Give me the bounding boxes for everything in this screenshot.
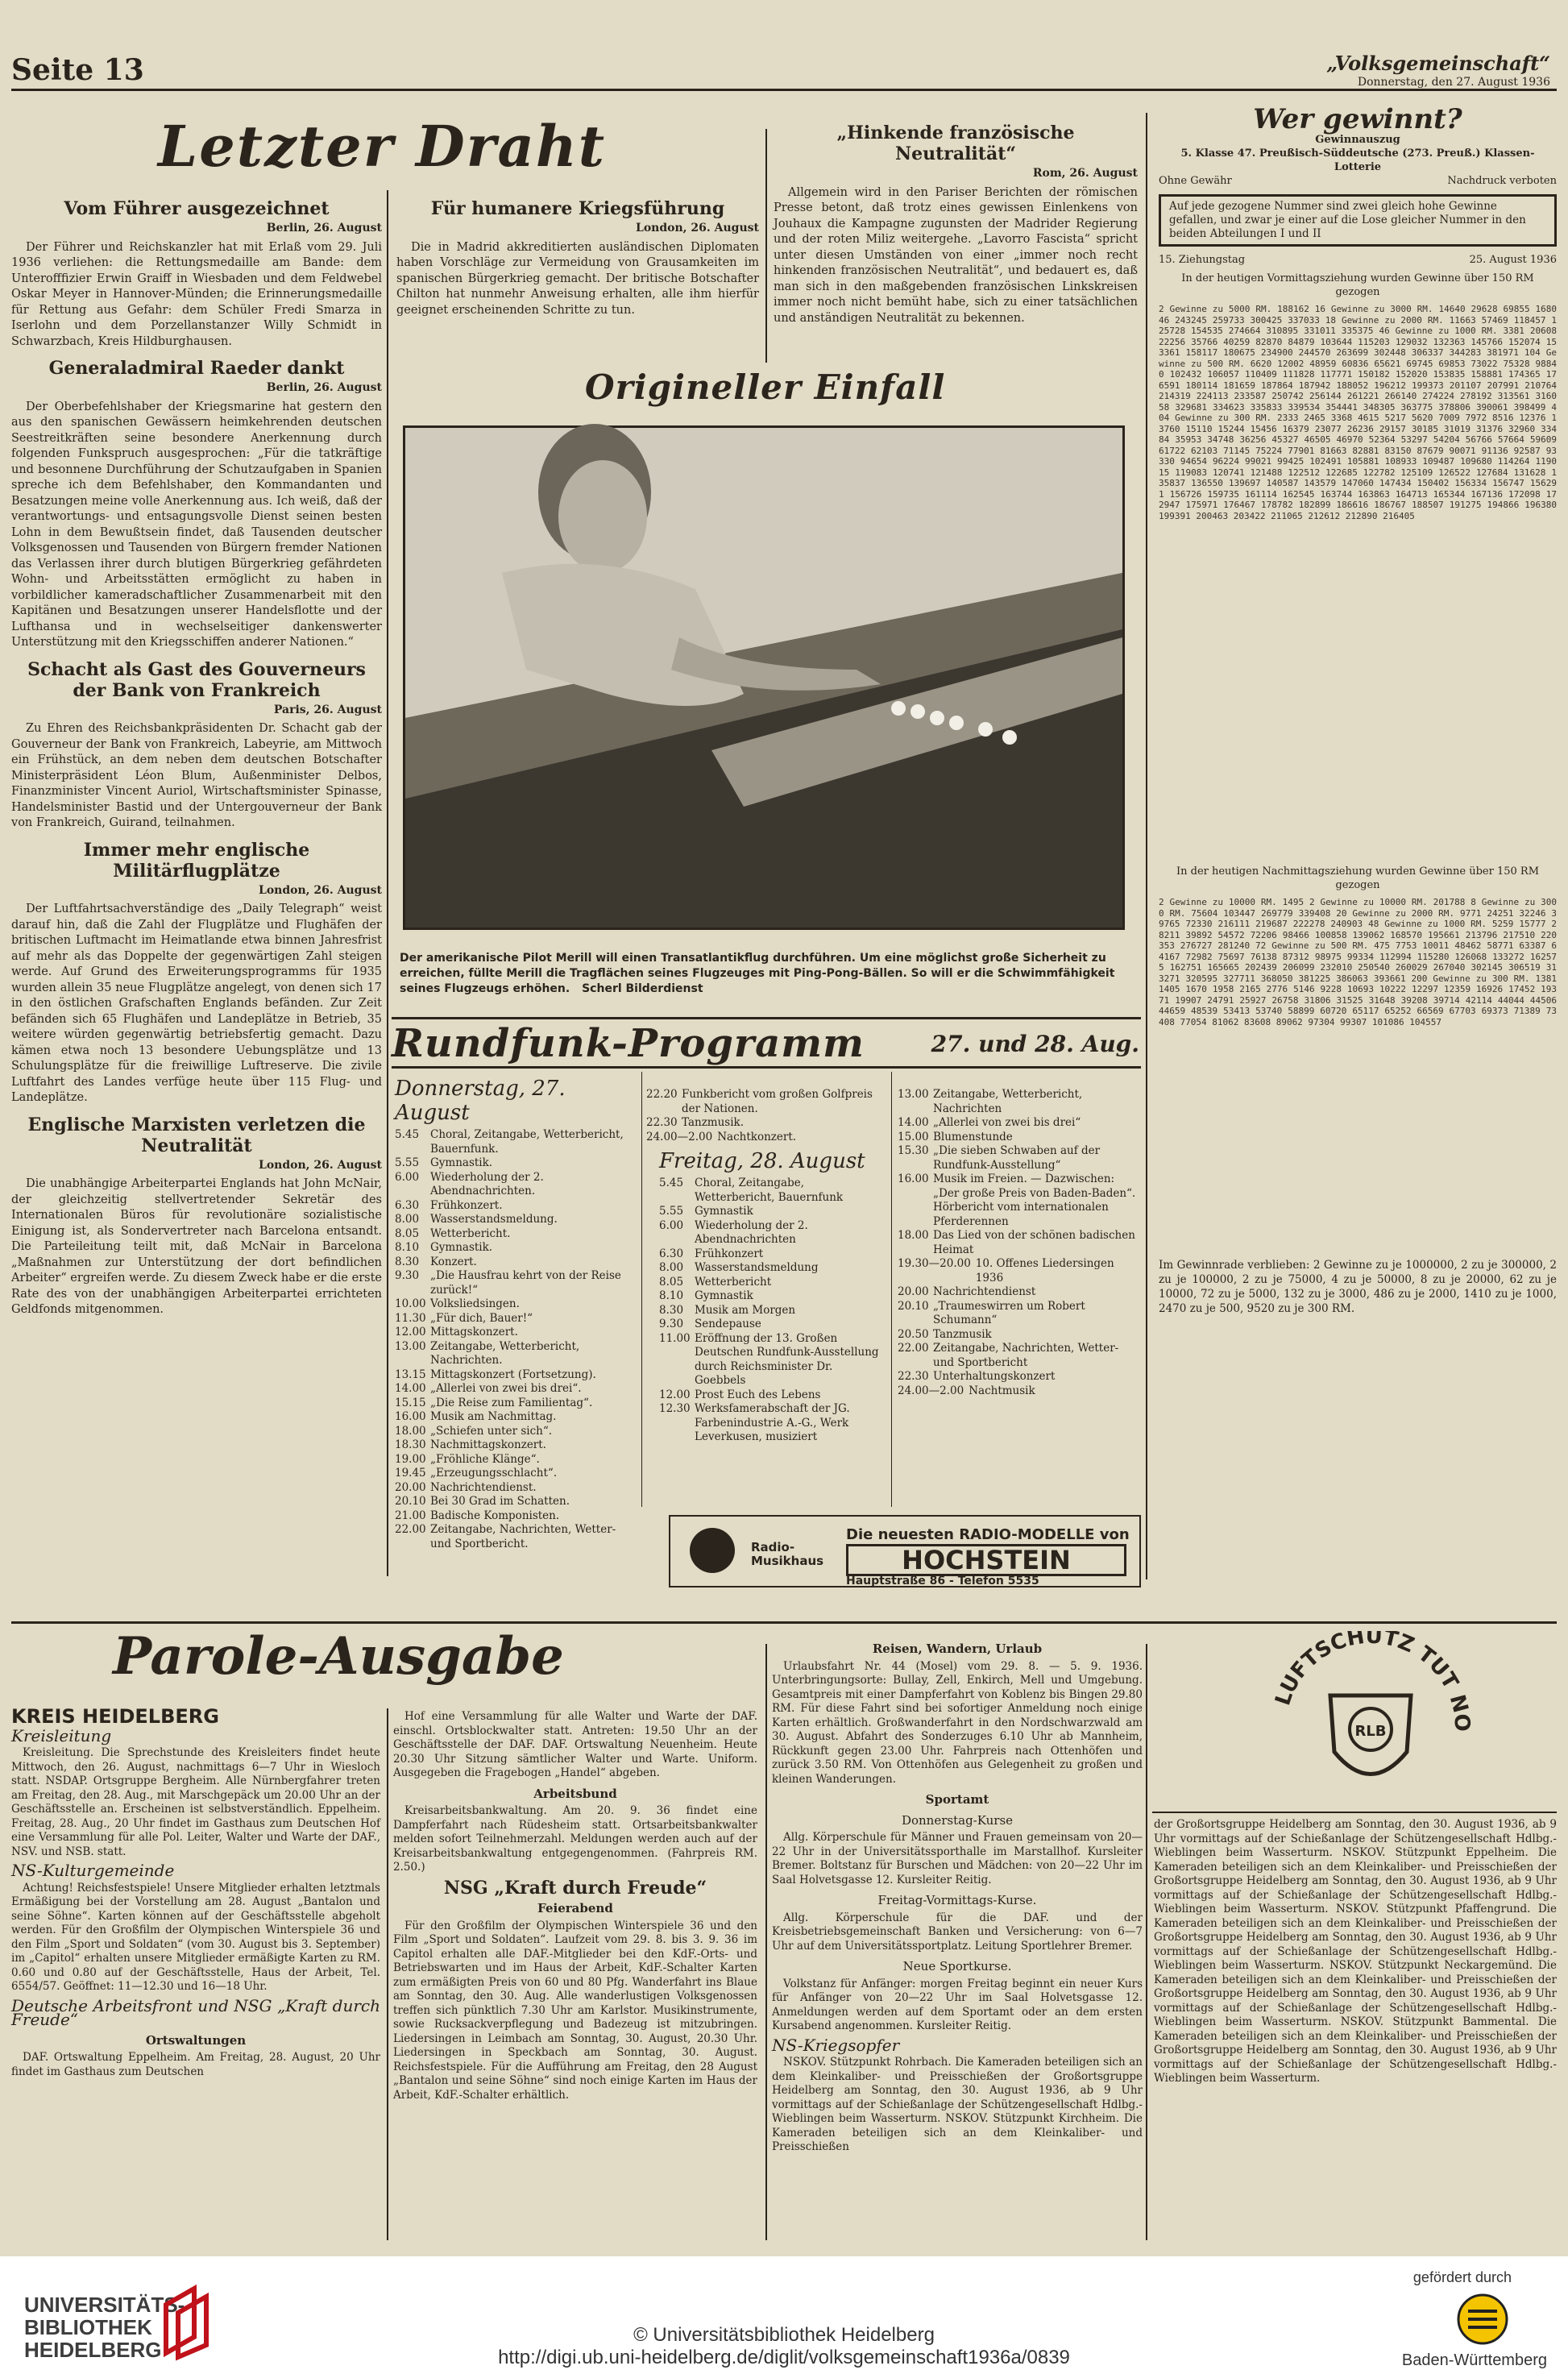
- program-title: Wiederholung der 2. Abendnachrichten.: [430, 1170, 544, 1197]
- day-title: Donnerstag, 27. August: [395, 1077, 566, 1125]
- article-text: Der Führer und Reichskanzler hat mit Erlaß vom 29. Juli 1936 verliehen: die Rettungsmedaille am Bande: dem Unterofffizier Erwin Graiff in Wiesbaden und dem Feldwebel Oskar Meyer in Hannover-Münden; die Erinnerungsmedaille für Rettung aus Gefahr: dem Schüler Fredi Smarza in Iserlohn und dem Porzellanstanzer Willy Schmidt in Schwarzbach, Kreis Hildburghausen.: [11, 240, 382, 348]
- article: [11, 358, 382, 651]
- program-entry: [395, 1312, 638, 1326]
- program-time: 11.30: [395, 1311, 426, 1325]
- neue-kurse-text: Volkstanz für Anfänger: morgen Freitag beginnt ein neuer Kurs für Anfänger von 20—22 Uhr im Saal Holvetsgasse 12. Anmeldungen werden auf dem Sportamt oder an dem ersten Kursabend angenommen. Kursleiter Reitig.: [772, 1977, 1143, 2032]
- program-title: Wetterbericht: [695, 1275, 772, 1289]
- kdf-text: Für den Großfilm der Olympischen Winterspiele 36 und den Film „Sport und Soldaten“. Laufzeit vom 29. 8. bis 3. 9. 36 im Capitol erhalten alle DAF.-Mitglieder bei den KdF.-Orts- und Betriebswarten und im Haus der Arbeit, KdF.-Schalter Karten zum ermäßigten Preis von 60 und 80 Pfg. Wanderfahrt ins Blaue am Sonntag, den 30. Aug. Alle wanderlustigen Volksgenossen treffen sich pünktlich 7.30 Uhr am Karlstor. Musikinstrumente, sowie Rucksackverpflegung und Badezeug ist mitzubringen. Liedersingen in Leimbach am Sonntag, 30. August, 20.30 Uhr. Liedersingen in Speckbach am Sonntag, 30. August. Reichsfestspiele. Für die Aufführung am Freitag, den 28 August „Bantalon und seine Söhne“ sind noch einige Karten im Haus der Arbeit, KdF.-Schalter erhältlich.: [393, 1919, 757, 2102]
- program-title: Choral, Zeitangabe, Wetterbericht, Bauernfunk.: [430, 1128, 624, 1156]
- radio-program-title: [392, 1017, 1141, 1069]
- program-title: Das Lied von der schönen badischen Heimat: [933, 1229, 1135, 1256]
- page-header: [11, 53, 1557, 91]
- kriegsopfer-text-continued: der Großortsgruppe Heidelberg am Sonntag, den 30. August 1936, ab 9 Uhr vormittags auf der Schießanlage der Schützengesellschaft Hdlbg.-Wieblingen beim Wasserturm. NSKOV. Stützpunkt Eppelheim. Die Kameraden beteiligen sich an dem Kleinkaliber- und Preisschießen der Großortsgruppe Heidelberg am Sonntag, den 30. August 1936, ab 9 Uhr vormittags auf der Schießanlage der Schützengesellschaft Hdlbg.-Wieblingen beim Wasserturm. NSKOV. Stützpunkt Pfaffengrund. Die Kameraden beteiligen sich an dem Kleinkaliber- und Preisschießen der Großortsgruppe Heidelberg am Sonntag, den 30. August 1936, ab 9 Uhr vormittags auf der Schießanlage der Schützengesellschaft Hdlbg.-Wieblingen beim Wasserturm. NSKOV. Stützpunkt Neckargemünd. Die Kameraden beteiligen sich an dem Kleinkaliber- und Preisschießen der Großortsgruppe Heidelberg am Sonntag, den 30. August 1936, ab 9 Uhr vormittags auf der Schießanlage der Schützengesellschaft Hdlbg.-Wieblingen beim Wasserturm. NSKOV. Stützpunkt Bammental. Die Kameraden beteiligen sich an dem Kleinkaliber- und Preisschießen der Großortsgruppe Heidelberg am Sonntag, den 30. August 1936, ab 9 Uhr vormittags auf der Schießanlage der Schützengesellschaft Hdlbg.-Wieblingen beim Wasserturm.: [1154, 1818, 1557, 2085]
- program-time: 12.00: [659, 1388, 691, 1401]
- program-time: 14.00: [898, 1116, 929, 1129]
- source-url[interactable]: http://digi.ub.uni-heidelberg.de/diglit/volksgemeinschaft1936a/0839: [498, 2347, 1070, 2368]
- program-entry: [395, 1438, 638, 1453]
- program-rule: [641, 1072, 642, 1507]
- program-time: 13.00: [395, 1339, 426, 1353]
- lottery-subtitle: Gewinnauszug: [1315, 134, 1400, 146]
- photo-illustration: [405, 428, 1122, 928]
- program-entry: [395, 1495, 638, 1509]
- program-title: Frühkonzert: [695, 1247, 764, 1260]
- lottery-results: [1159, 103, 1557, 1316]
- dateline: Berlin, 26. August: [266, 381, 382, 394]
- sportamt-heading: Sportamt: [925, 1792, 989, 1807]
- remaining-prizes: Im Gewinnrade verblieben: 2 Gewinne zu je 1000000, 2 zu je 300000, 2 zu je 100000, 2 zu je 75000, 4 zu je 50000, 8 zu je 20000, 62 zu je 10000, 72 zu je 5000, 132 zu je 3000, 486 zu je 2000, 1410 zu je 1000, 2470 zu je 500, 9520 zu je 300 RM.: [1159, 1259, 1557, 1315]
- program-entry: [898, 1342, 1139, 1370]
- program-time: 24.00—2.00: [898, 1384, 964, 1397]
- dateline: London, 26. August: [635, 222, 759, 234]
- program-title: Frühkonzert.: [430, 1198, 503, 1212]
- program-time: 18.00: [898, 1229, 929, 1242]
- photo-credit: Scherl Bilderdienst: [582, 982, 703, 995]
- parole-column-4: [1154, 1818, 1557, 2245]
- program-time: 18.30: [395, 1438, 426, 1451]
- program-entry: [395, 1213, 638, 1227]
- ad-brand: HOCHSTEIN: [846, 1544, 1126, 1576]
- parole-column-1: [11, 1705, 380, 2245]
- article-text: Zu Ehren des Reichsbankpräsidenten Dr. Schacht gab der Gouverneur der Bank von Frankreich, Labeyrie, am Mittwoch ein Frühstück, an dem neben dem deutschen Botschafter Ministerpräsident Léon Blum, Außenminister Delbos, Finanzminister Vincent Auriol, Wirtschaftsminister Spinasse, Handelsminister Bastid und der Untergouverneur der Bank von Frankreich, Guirand, teilnahmen.: [11, 722, 382, 829]
- article-title: Englische Marxisten verletzen die Neutralität: [27, 1114, 366, 1156]
- program-time: 9.30: [659, 1318, 684, 1330]
- column-1: [11, 190, 382, 1621]
- program-title: Bei 30 Grad im Schatten.: [430, 1495, 570, 1508]
- program-time: 22.30: [646, 1116, 678, 1129]
- shield-icon: [1254, 1631, 1487, 1808]
- program-time: 14.00: [395, 1382, 426, 1395]
- section-rule: [11, 1621, 1557, 1624]
- program-entry: [898, 1328, 1139, 1343]
- no-guarantee: Ohne Gewähr: [1159, 175, 1232, 187]
- state-crest-icon: [1457, 2293, 1508, 2345]
- kreisleitung-text: Kreisleitung. Die Sprechstunde des Kreisleiters findet heute Mittwoch, den 26. August, nachmittags 6—7 Uhr in Wiesloch statt. NSDAP. Ortsgruppe Bergheim. Alle Nürnbergfahrer treten am Freitag, den 28. Aug., mit Marschgepäck um 20.00 Uhr an der Geschäftsstelle an. Erscheinen ist selbstverständlich. Eppelheim. Freitag, 28. Aug., 20 Uhr findet im Gasthaus zum Deutschen Hof eine Versammlung für alle Pol. Leiter, Walter und Warte der DAF., NSV. und NSB. statt.: [11, 1746, 380, 1858]
- column-rule: [1146, 113, 1147, 1579]
- program-time: 6.30: [395, 1198, 420, 1212]
- donnerstag-kurse-text: Allg. Körperschule für Männer und Frauen gemeinsam von 20—22 Uhr in der Universitätssporthalle im Marstallhof. Kursleiter Bremer. Boltstanz für Burschen und Mädchen: von 20—22 Uhr im Saal Holvetsgasse 12. Kursleiter Reitig.: [772, 1831, 1143, 1886]
- program-title: Zeitangabe, Wetterbericht, Nachrichten.: [430, 1339, 580, 1367]
- program-title: Nachtkonzert.: [717, 1130, 797, 1143]
- article-title: Immer mehr englische Militärflugplätze: [83, 839, 310, 882]
- ad-top-line: Die neuesten RADIO-MODELLE von: [846, 1526, 1130, 1543]
- luftschutz-emblem: [1254, 1631, 1487, 1808]
- program-title: Funkbericht vom großen Golfpreis der Nationen.: [682, 1088, 873, 1115]
- program-title: „Die Hausfrau kehrt von der Reise zurück!“: [430, 1269, 621, 1297]
- program-title: Nachrichtendienst: [933, 1285, 1036, 1298]
- article-text: Allgemein wird in den Pariser Berichten der römischen Presse betont, daß trotz eines gewissen Einlenkens von Jouhaux die Kampagne zugunsten der Madrider Regierung und der roten Miliz weitergehe. „Lavorro Fascista“ spricht unter diesen Umständen von einer „immer noch recht hinkenden französischen Neutralität“, und bedauert es, daß man sich in den maßgebenden französischen Linkskreisen immer noch nicht bemüht habe, sich zu einer tatsächlichen und anständigen Neutralität zu bekennen.: [774, 185, 1138, 325]
- funder: Baden-Württemberg: [1401, 2351, 1547, 2369]
- arbeitsbund-heading: Arbeitsbund: [533, 1786, 617, 1801]
- program-time: 24.00—2.00: [646, 1130, 713, 1143]
- article: [11, 198, 382, 350]
- program-entry: [659, 1388, 885, 1403]
- program-entry: [659, 1402, 885, 1445]
- program-title: Choral, Zeitangabe, Wetterbericht, Bauernfunk: [695, 1177, 844, 1204]
- daf-heading: Deutsche Arbeitsfront und NSG „Kraft durch Freude“: [11, 1995, 380, 2029]
- lottery-title: Wer gewinnt?: [1253, 103, 1462, 135]
- program-time: 12.00: [395, 1326, 426, 1338]
- lottery-name: 5. Klasse 47. Preußisch-Süddeutsche (273. Preuß.) Klassen-Lotterie: [1180, 147, 1535, 173]
- program-time: 16.00: [898, 1172, 929, 1185]
- program-title: Wiederholung der 2. Abendnachrichten: [695, 1218, 808, 1246]
- program-title: „Die Reise zum Familientag“.: [430, 1396, 593, 1409]
- program-time: 22.30: [898, 1370, 929, 1383]
- program-time: 20.10: [395, 1495, 426, 1508]
- program-entry: [395, 1156, 638, 1171]
- article-title: Vom Führer ausgezeichnet: [64, 198, 330, 219]
- program-entry: [646, 1131, 888, 1145]
- lottery-notes: [1159, 174, 1557, 188]
- program-title: „Traumeswirren um Robert Schumann“: [933, 1299, 1085, 1326]
- program-time: 19.45: [395, 1467, 426, 1480]
- program-title: Tanzmusik.: [682, 1116, 745, 1129]
- program-entry: [898, 1384, 1139, 1399]
- program-title: Wasserstandsmeldung: [695, 1261, 819, 1274]
- funded-by: gefördert durch: [1412, 2269, 1512, 2285]
- program-title: Zeitangabe, Nachrichten, Wetter- und Sportbericht.: [430, 1523, 616, 1550]
- program-entry: [659, 1205, 885, 1219]
- article-text: Der Luftfahrtsachverständige des „Daily Telegraph“ weist darauf hin, daß die Zahl der Flugplätze und Flughäfen der britischen Luftmacht im Heimatlande etwa binnen Jahresfrist auf mehr als das Doppelte der gegenwärtigen Zahl steigen werde. Auf Grund des Erweiterungsprogramms für 1935 wurden allein 35 neue Flugplätze angelegt, von denen sich 17 in den östlichen Grafschaften Englands befänden. Zur Zeit befänden sich 65 Flughäfen und Landeplätze in Betrieb, 35 weitere würden gegenwärtig betriebsfertig gemacht. Dazu kämen etwa noch 13 besondere Uebungsplätze und 13 Schulungsplätze für die freiwillige Luftreserve. Die zivile Luftfahrt des Landes verfüge heute über 115 Flug- und Landeplätze.: [11, 903, 382, 1104]
- reisen-text: Urlaubsfahrt Nr. 44 (Mosel) vom 29. 8. — 5. 9. 1936. Unterbringungsorte: Bullay, Zell, Enkirch, Mell und Umgebung. Gesamtpreis mit einer Dampferfahrt von Koblenz bis Bingen 29.80 RM. Für diese Fahrt sind bei sofortiger Anmeldung noch einige Karten erhältlich. Großwanderfahrt in den Nordschwarzwald am 30. August. Abfahrt des Sonderzuges 6.10 Uhr ab Mannheim, Rückkunft gegen 23.00 Uhr. Fahrpreis nach Ottenhöfen und zurück 3.50 RM. Von Ottenhöfen aus Gelegenheit zu großen und kleinen Wanderungen.: [772, 1659, 1143, 1786]
- afternoon-numbers: 2 Gewinne zu 10000 RM. 1495 2 Gewinne zu 10000 RM. 201788 8 Gewinne zu 3000 RM. 75604 103447 269779 339408 20 Gewinne zu 2000 RM. 9771 24251 32246 39765 72330 216111 219687 222278 240903 48 Gewinne zu 1000 RM. 5259 15777 28211 39892 54572 72206 98466 100858 139062 168570 195661 213796 217510 220353 276727 281240 72 Gewinne zu 500 RM. 475 7753 10011 48462 58771 63387 64167 72982 75697 76138 87312 98975 99334 112994 115280 126068 133272 162575 162751 165665 202439 206099 232010 250540 260029 267040 302145 306519 313271 320595 327711 368050 381225 386063 393661 200 Gewinne zu 300 RM. 1381 1405 1670 1958 2165 2776 5146 9228 10693 10222 12297 12359 16926 17452 19371 19907 24791 25927 26758 31806 31525 31648 39208 39714 42114 44044 44506 44659 48539 53413 53740 58899 60720 65117 65252 66569 67703 69373 71389 73408 77054 81062 83608 89062 97304 99307 101086 104557: [1159, 897, 1557, 1027]
- program-entry: [898, 1172, 1139, 1229]
- library-line-3: HEIDELBERG: [24, 2338, 162, 2362]
- issue-date: Donnerstag, den 27. August 1936: [1357, 76, 1550, 89]
- lottery-notice: Auf jede gezogene Nummer sind zwei gleich hohe Gewinne gefallen, und zwar je einer auf die Lose gleicher Nummer in den beiden Abteilungen I und II: [1159, 194, 1557, 247]
- program-entry: [659, 1332, 885, 1388]
- draw-info: [1159, 253, 1557, 267]
- parole-column-3: [772, 1642, 1143, 2245]
- program-entry: [395, 1227, 638, 1242]
- program-title: Konzert.: [430, 1255, 477, 1268]
- program-entry: [395, 1425, 638, 1439]
- program-entry: [659, 1318, 885, 1332]
- kreis-heading: KREIS HEIDELBERG: [11, 1705, 219, 1728]
- article-text: Die in Madrid akkreditierten ausländischen Diplomaten haben Vorschläge zur Vermeidung von Grausamkeiten im spanischen Bürgerkrieg gemacht. Der britische Botschafter Chilton hat nunmehr Anweisung erhalten, alle ihm hierfür geeignet erscheinenden Schritte zu tun.: [396, 240, 759, 317]
- program-entry: [395, 1453, 638, 1467]
- program-title: Sendepause: [695, 1318, 761, 1330]
- program-title: 10. Offenes Liedersingen 1936: [975, 1257, 1114, 1285]
- program-title: Gymnastik.: [430, 1241, 493, 1254]
- article-title: „Hinkende französische Neutralität“: [836, 122, 1075, 164]
- program-time: 5.45: [659, 1177, 684, 1189]
- article-title: Schacht als Gast des Gouverneurs der Bank von Frankreich: [27, 658, 366, 701]
- friday-program-continued: [898, 1088, 1139, 1507]
- column-rule: [1146, 1644, 1147, 2240]
- program-time: 22.00: [898, 1342, 929, 1355]
- program-entry: [659, 1247, 885, 1262]
- program-entry: [395, 1397, 638, 1411]
- program-title: Volksliedsingen.: [430, 1297, 520, 1310]
- masthead: „Volksgemeinschaft“: [1326, 52, 1550, 75]
- program-entry: [659, 1276, 885, 1290]
- program-time: 15.15: [395, 1396, 426, 1409]
- program-entry: [898, 1257, 1139, 1285]
- photo-caption: [400, 951, 1125, 997]
- program-entry: [395, 1171, 638, 1199]
- program-title: Prost Euch des Lebens: [695, 1388, 821, 1401]
- program-entry: [395, 1368, 638, 1383]
- program-time: 5.55: [659, 1205, 684, 1218]
- article: [11, 840, 382, 1106]
- article-text: Der Oberbefehlshaber der Kriegsmarine hat gestern den aus den spanischen Gewässern heimkehrenden deutschen Seestreitkräften seine besondere Anerkennung durch folgenden Funkspruch ausgesprochen: „Für die tatkräftige und besonnene Durchführung der Schutzaufgaben in Spanien spreche ich dem Befehlshaber, den Kommandanten und Besatzungen meine volle Anerkennung aus. Ich weiß, daß der verantwortungs- und entsagungsvolle Dienst seinen besten Lohn in dem Bewußtsein findet, daß Tausenden deutscher Volksgenossen und Tausenden von Bürgern fremder Nationen das Verlassen ihrer durch blutigen Bürgerkrieg gefährdeten Wohn- und Arbeitsstätten ermöglicht zu haben in vorbildlicher kameradschaftlicher Zusammenarbeit mit den Kapitänen und Besatzungen unserer Handelsflotte und der Lufthansa und in wechselseitiger dankenswerter Unterstützung mit den Kriegsschiffen anderer Nationen.“: [11, 400, 382, 649]
- program-time: 20.00: [395, 1480, 426, 1494]
- program-time: 20.50: [898, 1327, 929, 1341]
- program-title: Wasserstandsmeldung.: [430, 1213, 558, 1226]
- kriegsopfer-text: NSKOV. Stützpunkt Rohrbach. Die Kameraden beteiligen sich an dem Kleinkaliber- und Preisschießen der Großortsgruppe Heidelberg am Sonntag, den 30. August 1936, ab 9 Uhr vormittags auf der Schießanlage der Schützengesellschaft Hdlbg.-Wieblingen beim Wasserturm. NSKOV. Stützpunkt Kirchheim. Die Kameraden beteiligen sich an dem Kleinkaliber- und Preisschießen: [772, 2056, 1143, 2153]
- feierabend-heading: Feierabend: [537, 1901, 613, 1915]
- copyright-block: [0, 2324, 1568, 2369]
- program-time: 13.00: [898, 1088, 929, 1101]
- page-number: Seite 13: [11, 53, 144, 87]
- column-top-rule: [1152, 1812, 1557, 1813]
- program-entry: [395, 1340, 638, 1368]
- program-time: 6.00: [395, 1170, 420, 1184]
- column-2: [396, 190, 759, 367]
- article-title: Für humanere Kriegsführung: [430, 198, 725, 219]
- morning-numbers: 2 Gewinne zu 5000 RM. 188162 16 Gewinne zu 3000 RM. 14640 29628 69855 168046 243245 259733 300425 337033 18 Gewinne zu 2000 RM. 11663 57469 118457 125728 154535 274664 310895 331011 335375 46 Gewinne zu 1000 RM. 3381 20608 22256 35766 40259 82870 84879 103644 115203 129032 132363 145766 152074 153361 158117 180675 234900 244570 263699 302448 306337 344283 381971 104 Gewinne zu 500 RM. 6620 12002 48959 60836 65621 69745 69853 73022 75328 98840 102432 106057 110409 111828 117771 150182 152020 153835 158881 174365 176591 180114 181659 187864 187942 188052 196212 199373 201107 207991 210764 214319 224113 233587 250742 256144 261221 266140 274224 278192 313561 316058 329681 334623 335833 339534 354441 348305 363775 378806 390061 398499 404 Gewinne zu 300 RM. 2333 2465 3368 4615 5217 5620 7009 7972 8516 12376 13760 15110 15244 15456 16379 23077 26236 29157 30185 31019 31376 32960 33484 35953 34748 36256 45327 46505 46970 52364 53297 54204 56766 57664 59609 61722 62103 71145 75224 77901 81663 82881 83150 87679 90071 91136 92587 93330 94654 96224 99021 99425 102491 105881 108933 109487 109680 114264 119015 119083 120741 121488 122512 122685 122782 125109 126522 127684 131628 135837 136550 139697 140587 143579 147060 147434 150402 156334 156747 156291 156726 159735 161114 162545 163744 163863 164713 165344 167136 172098 172947 175971 176467 178782 182899 186616 186767 188507 191275 194866 196380 199391 200463 203422 211065 212612 212890 216405: [1159, 304, 1557, 521]
- program-title: Badische Komponisten.: [430, 1509, 560, 1522]
- program-time: 8.30: [395, 1255, 420, 1268]
- program-time: 9.30: [395, 1269, 420, 1282]
- program-entry: [659, 1219, 885, 1247]
- program-entry: [898, 1131, 1139, 1145]
- program-time: 15.00: [898, 1130, 929, 1143]
- library-line-2: BIBLIOTHEK: [24, 2315, 152, 2339]
- program-time: 12.30: [659, 1402, 691, 1415]
- program-time: 8.00: [659, 1261, 684, 1274]
- program-title: Tanzmusik: [933, 1327, 992, 1341]
- program-entry: [898, 1088, 1139, 1116]
- program-title: „Fröhliche Klänge“.: [430, 1452, 540, 1466]
- program-title: „Die sieben Schwaben auf der Rundfunk-Ausstellung“: [933, 1144, 1101, 1172]
- photo-title: Origineller Einfall: [585, 367, 946, 407]
- neue-kurse-heading: Neue Sportkurse.: [902, 1959, 1012, 1973]
- program-title: Musik im Freien. — Dazwischen: „Der große Preis von Baden-Baden“. Hörbericht vom internationalen Pferderennen: [933, 1172, 1136, 1228]
- dateline: Rom, 26. August: [1032, 167, 1138, 180]
- program-time: 11.00: [659, 1331, 691, 1345]
- program-title: Nachrichtendienst.: [430, 1480, 537, 1494]
- program-title: Wetterbericht.: [430, 1226, 511, 1240]
- day-title: Freitag, 28. August: [659, 1149, 865, 1173]
- program-title: Nachmittagskonzert.: [430, 1438, 546, 1451]
- friday-program: [659, 1144, 885, 1499]
- program-entry: [395, 1128, 638, 1156]
- program-entry: [395, 1382, 638, 1397]
- column-rule: [765, 1644, 767, 2240]
- reprint-note: Nachdruck verboten: [1447, 175, 1557, 187]
- program-time: 13.15: [395, 1368, 426, 1381]
- article-title: Generaladmiral Raeder dankt: [48, 358, 345, 379]
- morning-heading: In der heutigen Vormittagsziehung wurden Gewinne über 150 RM gezogen: [1181, 272, 1534, 298]
- program-time: 19.30—20.00: [898, 1257, 971, 1270]
- caption-text: Der amerikanische Pilot Merill will einen Transatlantikflug durchführen. Um eine möglichst große Sicherheit zu erreichen, füllte Merill die Tragflächen seines Flugzeuges mit Ping-Pong-Bällen. So will er die Schwimmfähigkeit seines Flugzeugs erhöhen.: [400, 952, 1115, 995]
- program-entry: [395, 1199, 638, 1214]
- library-line-1: UNIVERSITÄTS-: [24, 2293, 185, 2317]
- program-entry: [898, 1229, 1139, 1257]
- ortswaltungen-heading: Ortswaltungen: [145, 2032, 247, 2048]
- program-entry: [898, 1370, 1139, 1384]
- program-entry: [395, 1297, 638, 1312]
- kultur-heading: NS-Kulturgemeinde: [11, 1861, 175, 1880]
- kreisleitung-heading: Kreisleitung: [11, 1725, 112, 1745]
- radio-advertisement: [669, 1515, 1141, 1588]
- program-entry: [659, 1261, 885, 1276]
- program-title: Zeitangabe, Wetterbericht, Nachrichten: [933, 1088, 1083, 1115]
- library-footer: [0, 2256, 1568, 2374]
- column-rule: [387, 190, 388, 1576]
- freitag-kurse-heading: Freitag-Vormittags-Kurse.: [877, 1893, 1037, 1907]
- kultur-text: Achtung! Reichsfestspiele! Unsere Mitglieder erhalten letztmals Ermäßigung bei der Vorstellung am 28. August „Bantalon und seine Söhne“. Karten können auf der Geschäftsstelle abgeholt werden. Für den Großfilm der Olympischen Winterspiele 36 und den Film „Sport und Soldaten“ (vom 30. August bis 3. September) im „Capitol“ erhalten unsere Mitglieder ermäßigte Karten zu RM. 0.60 und 0.80 auf der Geschäftsstelle, Haus der Arbeit, Tel. 6554/57. Geöffnet: 11—12.30 und 16—18 Uhr.: [11, 1881, 380, 1993]
- parole-column-2: [393, 1710, 757, 2245]
- program-title: Nachtmusik: [969, 1384, 1035, 1397]
- program-entry: [898, 1300, 1139, 1328]
- kdf-heading: NSG „Kraft durch Freude“: [443, 1877, 707, 1899]
- program-entry: [395, 1269, 638, 1297]
- daf-text: DAF. Ortswaltung Eppelheim. Am Freitag, 28. August, 20 Uhr findet im Gasthaus zum Deutschen: [11, 2051, 380, 2078]
- copyright: © Universitätsbibliothek Heidelberg: [633, 2324, 935, 2346]
- column-rule: [765, 129, 767, 363]
- program-time: 6.30: [659, 1247, 684, 1260]
- svg-text:LUFTSCHUTZ TUT NOT: [1254, 1631, 1474, 1733]
- program-entry: [395, 1326, 638, 1340]
- photo-pilot: [403, 425, 1125, 930]
- banner-title: Letzter Draht: [158, 113, 607, 180]
- program-entry: [395, 1467, 638, 1481]
- radio-disk-icon: [690, 1528, 735, 1573]
- program-title: Mittagskonzert (Fortsetzung).: [430, 1368, 596, 1381]
- article-text: Die unabhängige Arbeiterpartei Englands hat John McNair, der gleichzeitig stellvertretender Sekretär des Internationalen Büros für revolutionäre sozialistische Einigung ist, als Sondervertreter nach Barcelona entsandt. Die Parteileitung teilt mit, daß McNair in Barcelona „Maßnahmen zur Unterstützung der dort befindlichen Arbeiter“ ergreifen werde. Zu diesem Zweck habe er die erste Rate des von der unabhängigen Arbeiterpartei errichteten Geldfonds mitgenommen.: [11, 1177, 382, 1316]
- program-entry: [898, 1144, 1139, 1172]
- program-title: „Schiefen unter sich“.: [430, 1424, 553, 1438]
- program-entry: [898, 1285, 1139, 1300]
- program-title: Blumenstunde: [933, 1130, 1013, 1143]
- program-title: Unterhaltungskonzert: [933, 1370, 1056, 1383]
- program-title: Zeitangabe, Nachrichten, Wetter- und Sportbericht: [933, 1342, 1119, 1369]
- arbeitsbund-text: Kreisarbeitsbankwaltung. Am 20. 9. 36 findet eine Dampferfahrt nach Rüdesheim statt. Ortsarbeitsbankwalter melden sofort Teilnehmerzahl. Meldungen werden auch auf der Kreisarbeitsbankwaltung entgegengenommen. (Fahrpreis RM. 2.50.): [393, 1804, 757, 1874]
- program-time: 22.20: [646, 1088, 678, 1101]
- emblem-mark: RLB: [1354, 1723, 1387, 1740]
- ad-address: Hauptstraße 86 - Telefon 5535: [846, 1575, 1039, 1588]
- program-title: Gymnastik.: [430, 1156, 493, 1169]
- program-title: „Erzeugungsschlacht“.: [430, 1467, 558, 1480]
- program-title: Gymnastik: [695, 1289, 753, 1302]
- program-time: 8.30: [659, 1303, 684, 1317]
- program-time: 8.10: [659, 1289, 684, 1302]
- ad-shop: Radio-Musikhaus: [751, 1540, 824, 1568]
- program-time: 5.45: [395, 1128, 420, 1141]
- column-rule: [387, 1708, 388, 2240]
- donnerstag-kurse-heading: Donnerstag-Kurse: [901, 1812, 1014, 1828]
- program-entry: [395, 1255, 638, 1270]
- program-entry: [646, 1116, 888, 1131]
- kriegsopfer-heading: NS-Kriegsopfer: [772, 2035, 900, 2055]
- program-entry: [898, 1116, 1139, 1131]
- program-time: 8.10: [395, 1241, 420, 1254]
- program-title: Eröffnung der 13. Großen Deutschen Rundfunk-Ausstellung durch Reichsminister Dr. Goebbels: [695, 1331, 879, 1387]
- dateline: Paris, 26. August: [273, 703, 382, 716]
- program-title: Werksfamerabschaft der JG. Farbenindustrie A.-G., Werk Leverkusen, musiziert: [695, 1402, 850, 1443]
- program-time: 21.00: [395, 1509, 426, 1522]
- program-time: 19.00: [395, 1452, 426, 1466]
- program-time: 5.55: [395, 1156, 420, 1169]
- program-entry: [395, 1481, 638, 1496]
- dateline: Berlin, 26. August: [266, 222, 382, 234]
- program-time: 8.00: [395, 1213, 420, 1226]
- thursday-program: [395, 1072, 638, 1550]
- program-entry: [395, 1523, 638, 1551]
- program-time: 8.05: [659, 1275, 684, 1289]
- dateline: London, 26. August: [258, 1158, 382, 1172]
- program-title: „Allerlei von zwei bis drei“.: [430, 1382, 582, 1395]
- afternoon-heading: In der heutigen Nachmittagsziehung wurden Gewinne über 150 RM gezogen: [1176, 865, 1540, 891]
- parole-title: Parole-Ausgabe: [113, 1626, 564, 1687]
- article: [11, 659, 382, 832]
- daf-text-continued: Hof eine Versammlung für alle Walter und Warte der DAF. einschl. Ortsblockwalter statt. Antreten: 19.50 Uhr an der Geschäftsstelle der DAF. DAF. Ortswaltung Neuenheim. Heute 20.30 Uhr Sitzung sämtlicher Walter und Warte. Uniform. Ausgegeben die Fragebogen „Handel“ abgeben.: [393, 1710, 757, 1779]
- program-title: Mittagskonzert.: [430, 1326, 518, 1338]
- program-title: Musik am Morgen: [695, 1303, 796, 1317]
- dateline: London, 26. August: [258, 883, 382, 897]
- program-title: Musik am Nachmittag.: [430, 1410, 557, 1423]
- program-title: Gymnastik: [695, 1205, 753, 1218]
- program-time: 15.30: [898, 1144, 929, 1157]
- column-3: [774, 121, 1138, 363]
- freitag-kurse-text: Allg. Körperschule für die DAF. und der Kreisbetriebsgemeinschaft Banken und Versicherung: von 6—7 Uhr auf dem Universitätssportplatz. Leitung Sportlehrer Bremer.: [772, 1911, 1143, 1953]
- program-time: 18.00: [395, 1424, 426, 1438]
- radio-dates: 27. und 28. Aug.: [931, 1031, 1139, 1057]
- program-time: 20.10: [898, 1299, 929, 1313]
- draw-day: 15. Ziehungstag: [1159, 254, 1246, 266]
- draw-date: 25. August 1936: [1469, 254, 1557, 266]
- reisen-heading: Reisen, Wandern, Urlaub: [872, 1641, 1043, 1656]
- program-time: 20.00: [898, 1285, 929, 1298]
- program-time: 16.00: [395, 1410, 426, 1423]
- program-entry: [659, 1177, 885, 1205]
- program-entry: [395, 1410, 638, 1425]
- program-entry: [659, 1304, 885, 1318]
- program-entry: [395, 1509, 638, 1524]
- emblem-text: LUFTSCHUTZ TUT NO: [1271, 1631, 1475, 1733]
- article: [11, 1114, 382, 1318]
- program-title: „Für dich, Bauer!“: [430, 1311, 533, 1325]
- program-rule: [891, 1072, 892, 1507]
- program-entry: [395, 1241, 638, 1255]
- program-entry: [646, 1088, 888, 1116]
- program-time: 6.00: [659, 1218, 684, 1232]
- program-time: 22.00: [395, 1523, 426, 1536]
- program-title: „Allerlei von zwei bis drei“: [933, 1116, 1081, 1129]
- program-time: 10.00: [395, 1297, 426, 1310]
- radio-title: Rundfunk-Programm: [392, 1021, 865, 1066]
- program-entry: [659, 1289, 885, 1304]
- program-time: 8.05: [395, 1226, 420, 1240]
